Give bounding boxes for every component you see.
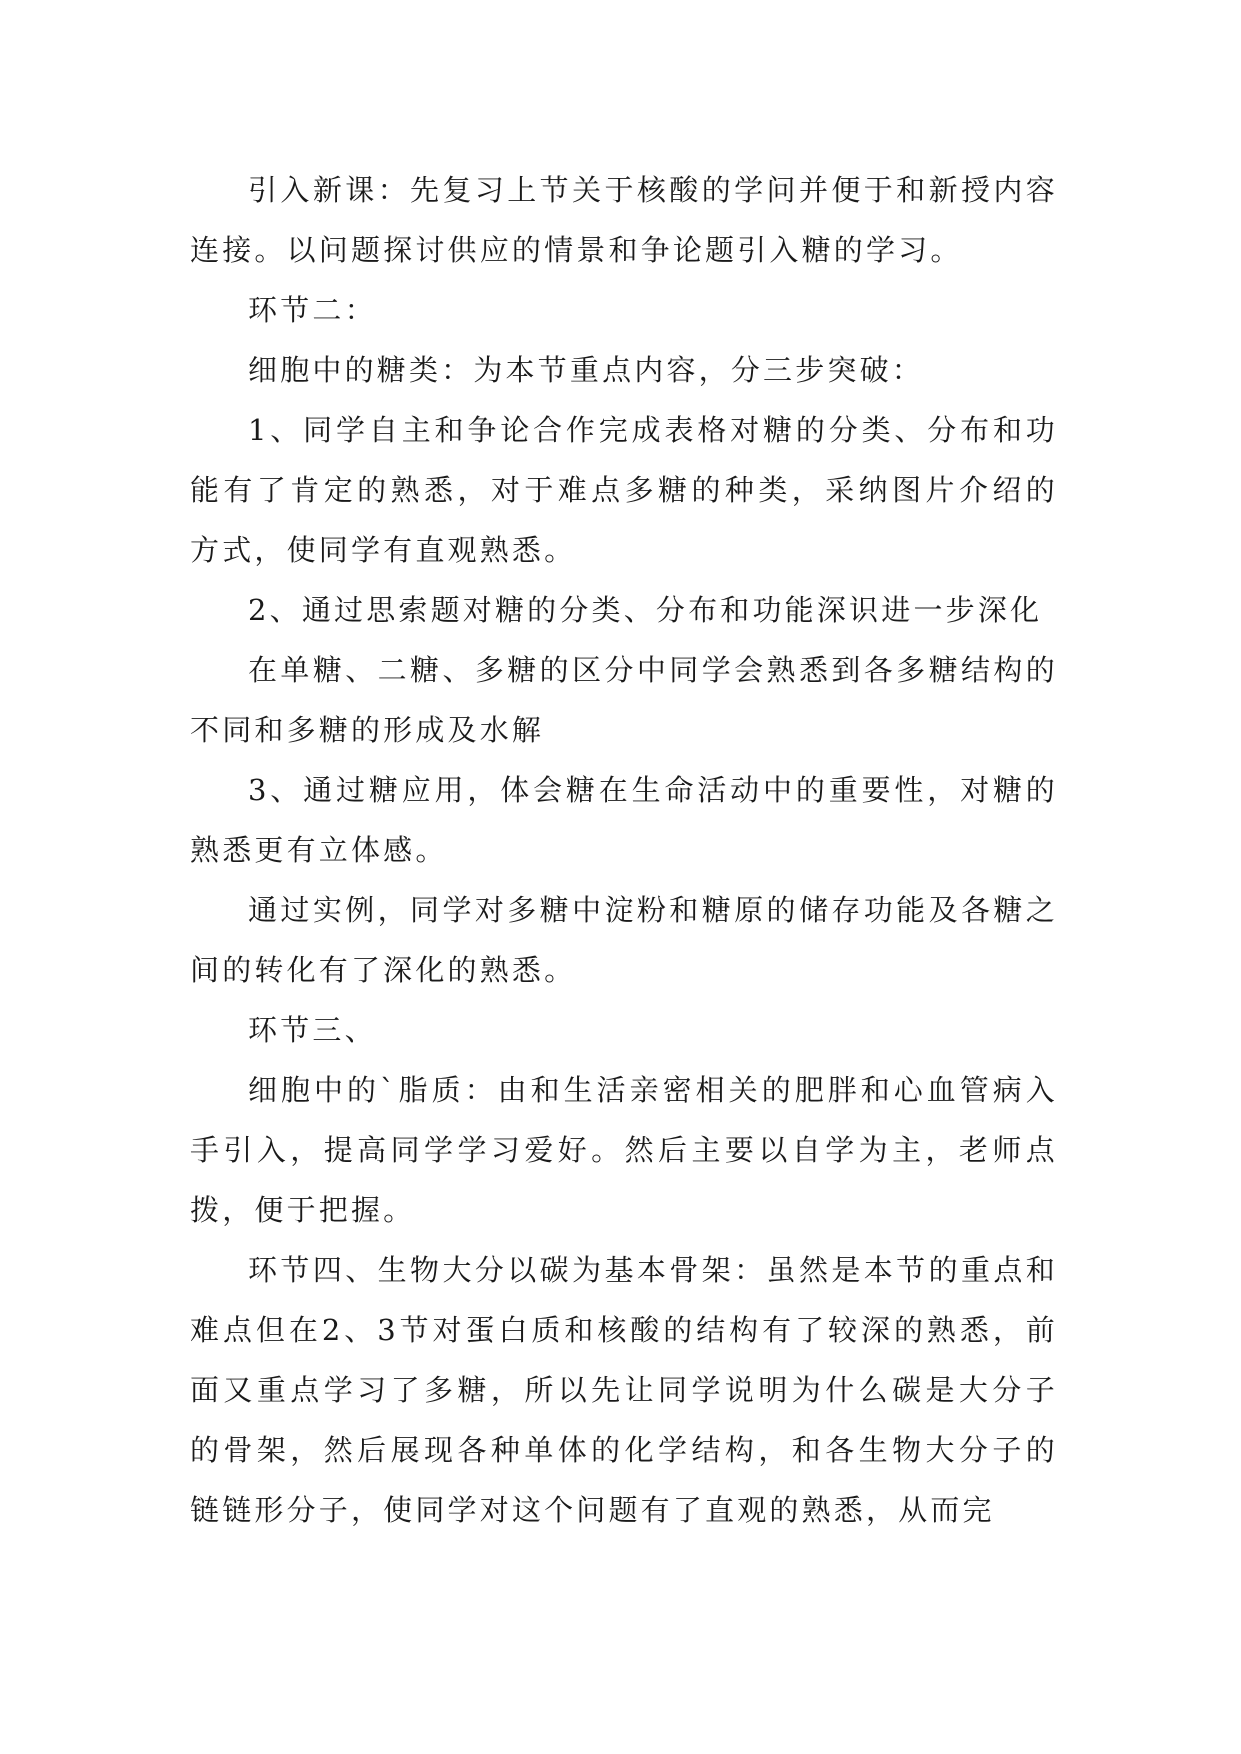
paragraph-intro: 引入新课：先复习上节关于核酸的学问并便于和新授内容连接。以问题探讨供应的情景和争论题引入糖的学习。	[190, 173, 1058, 267]
paragraph-section-3-heading: 环节三、	[248, 1013, 377, 1047]
paragraph-step-1: 1、同学自主和争论合作完成表格对糖的分类、分布和功能有了肯定的熟悉，对于难点多糖的种类，采纳图片介绍的方式，使同学有直观熟悉。	[190, 413, 1058, 567]
paragraph-step-3: 3、通过糖应用，体会糖在生命活动中的重要性，对糖的熟悉更有立体感。	[190, 773, 1058, 867]
paragraph-sugar-types: 在单糖、二糖、多糖的区分中同学会熟悉到各多糖结构的不同和多糖的形成及水解	[190, 653, 1058, 747]
paragraph-section-4: 环节四、生物大分以碳为基本骨架：虽然是本节的重点和难点但在2、3节对蛋白质和核酸的结构有了较深的熟悉，前面又重点学习了多糖，所以先让同学说明为什么碳是大分子的骨架，然后展现各种单体的化学结构，和各生物大分子的链链形分子，使同学对这个问题有了直观的熟悉，从而完	[190, 1253, 1058, 1527]
paragraph-lipids: 细胞中的`脂质：由和生活亲密相关的肥胖和心血管病入手引入，提高同学学习爱好。然后主要以自学为主，老师点拨，便于把握。	[190, 1073, 1058, 1227]
paragraph-section-2-heading: 环节二：	[248, 293, 377, 327]
paragraph-step-2: 2、通过思索题对糖的分类、分布和功能深识进一步深化	[248, 593, 1043, 627]
paragraph-carbohydrates: 细胞中的糖类：为本节重点内容，分三步突破：	[248, 353, 924, 387]
document-body	[190, 160, 1058, 1540]
paragraph-examples: 通过实例，同学对多糖中淀粉和糖原的储存功能及各糖之间的转化有了深化的熟悉。	[190, 893, 1058, 987]
